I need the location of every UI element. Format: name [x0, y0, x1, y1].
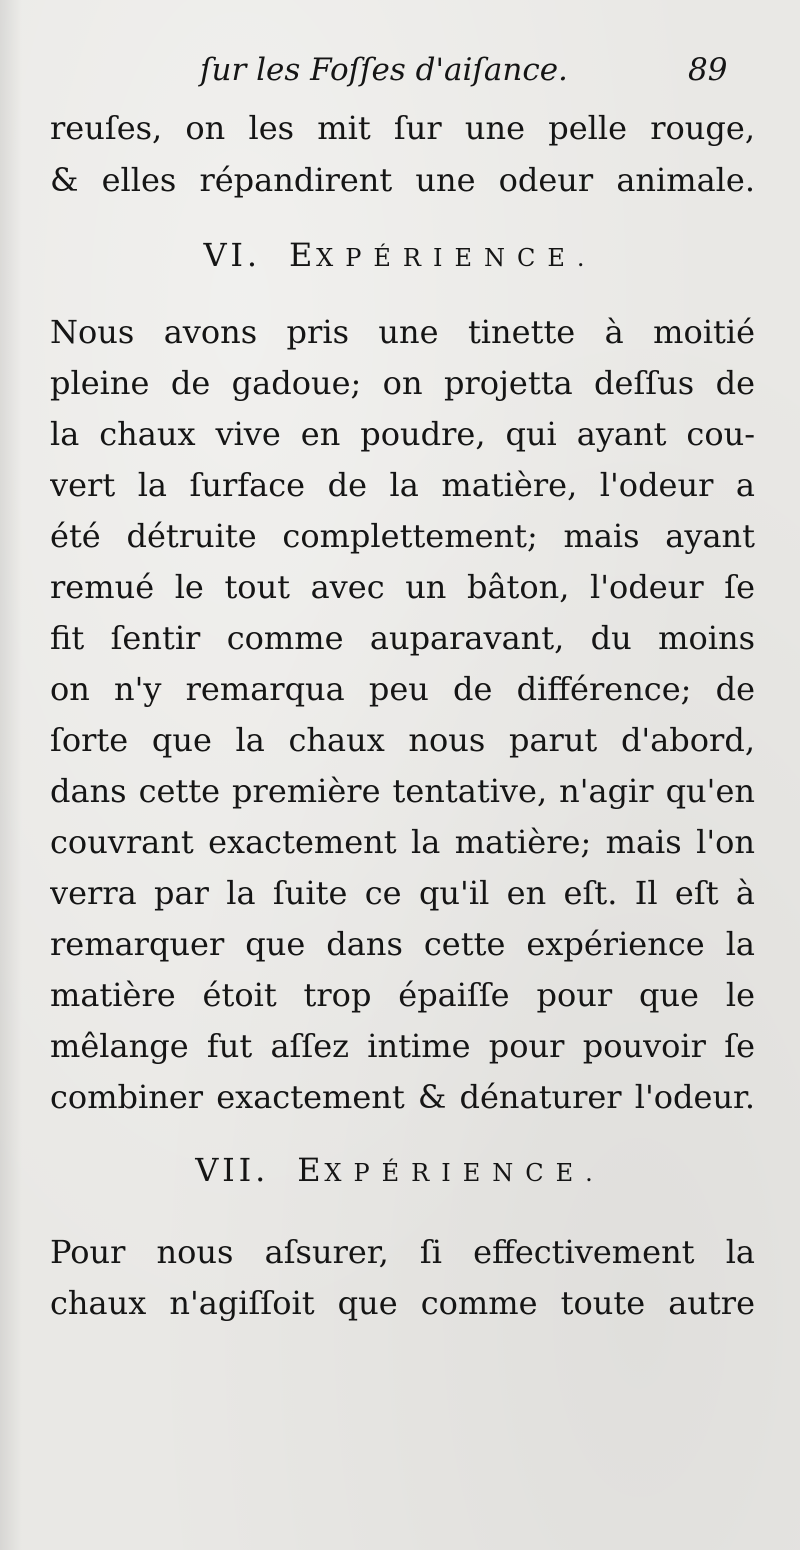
- section-numeral: VI.: [203, 236, 261, 274]
- section-first-letter: E: [288, 236, 317, 274]
- text-line: Nous avons pris une tinette à moitié: [50, 313, 755, 351]
- section-word-rest: XPÉRIENCE.: [316, 244, 597, 272]
- text-line: ſorte que la chaux nous parut d'abord,: [50, 721, 755, 759]
- text-line: combiner exactement & dénaturer l'odeur.: [50, 1078, 755, 1116]
- text-line: mêlange fut aſſez intime pour pouvoir ſe: [50, 1027, 755, 1065]
- text-line: reuſes, on les mit ſur une pelle rouge,: [50, 109, 755, 147]
- section-word-rest: XPÉRIENCE.: [324, 1159, 605, 1187]
- text-line: on n'y remarqua peu de différence; de: [50, 670, 755, 708]
- text-line: pleine de gadoue; on projetta deſſus de: [50, 364, 755, 402]
- text-line: Pour nous aſsurer, ſi effectivement la: [50, 1233, 755, 1271]
- text-line: matière étoit trop épaiſſe pour que le: [50, 976, 755, 1014]
- section-numeral: VII.: [195, 1151, 270, 1189]
- text-line: remarquer que dans cette expérience la: [50, 925, 755, 963]
- text-line: remué le tout avec un bâton, l'odeur ſe: [50, 568, 755, 606]
- text-line: fit ſentir comme auparavant, du moins: [50, 619, 755, 657]
- text-line: verra par la ſuite ce qu'il en eſt. Il eſt à: [50, 874, 755, 912]
- section-heading-vii: [0, 1150, 800, 1193]
- text-line: & elles répandirent une odeur animale.: [50, 161, 755, 199]
- text-line: la chaux vive en poudre, qui ayant cou-: [50, 415, 755, 453]
- running-head-title: ſur les Foſſes d'aiſance.: [200, 52, 568, 88]
- text-line: été détruite complettement; mais ayant: [50, 517, 755, 555]
- text-line: dans cette première tentative, n'agir qu'en: [50, 772, 755, 810]
- text-line: couvrant exactement la matière; mais l'on: [50, 823, 755, 861]
- text-line: vert la ſurface de la matière, l'odeur a: [50, 466, 755, 504]
- page-number: 89: [688, 52, 728, 88]
- section-first-letter: E: [297, 1151, 325, 1189]
- section-heading-vi: [0, 235, 800, 278]
- text-line: chaux n'agiſſoit que comme toute autre: [50, 1284, 755, 1322]
